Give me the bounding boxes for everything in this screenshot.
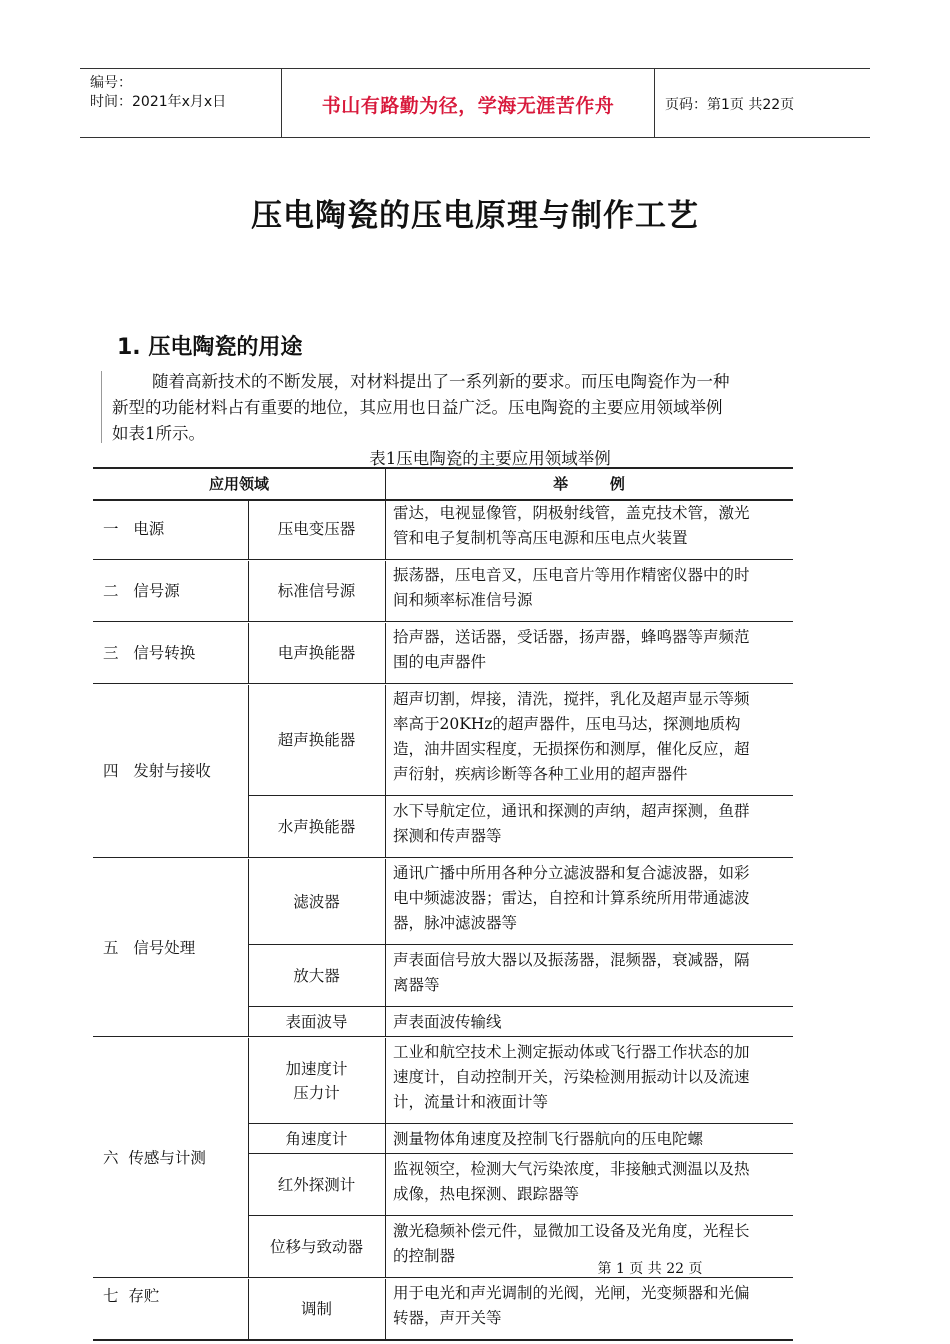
example-line: 器，脉冲滤波器等 — [393, 914, 518, 932]
subcategory-cell: 加速度计 压力计 — [285, 1059, 348, 1102]
column-divider — [385, 685, 386, 857]
table-caption: 表1压电陶瓷的主要应用领域举例 — [369, 449, 611, 468]
example-line: 超声切割，焊接，清洗，搅拌，乳化及超声显示等频 — [393, 690, 750, 708]
row-divider — [93, 621, 793, 622]
row-divider — [93, 857, 793, 858]
page-footer: 第 1 页 共 22 页 — [597, 1261, 703, 1277]
header-meta — [80, 69, 281, 137]
example-line: 离器等 — [393, 976, 440, 994]
column-divider — [385, 859, 386, 1036]
example-line: 振荡器，压电音叉，压电音片等用作精密仪器中的时 — [393, 566, 750, 584]
example-line: 率高于20KHz的超声器件，压电马达，探测地质构 — [393, 715, 741, 733]
column-divider — [248, 561, 249, 621]
category-cell: 五 信号处理 — [103, 938, 196, 957]
row-divider — [93, 1036, 793, 1037]
example-line: 声表面信号放大器以及振荡器，混频器，衰减器，隔 — [393, 951, 750, 969]
row-divider — [93, 1339, 793, 1341]
subcategory-cell: 红外探测计 — [277, 1176, 356, 1194]
subcategory-cell: 角速度计 — [285, 1130, 348, 1148]
column-divider — [248, 685, 249, 857]
section-heading: 1. 压电陶瓷的用途 — [117, 335, 303, 360]
column-divider — [385, 561, 386, 621]
subcategory-cell: 位移与致动器 — [269, 1238, 363, 1256]
subcategory-cell: 压电变压器 — [277, 520, 356, 538]
category-cell: 六 传感与计测 — [103, 1148, 206, 1167]
document-title: 压电陶瓷的压电原理与制作工艺 — [251, 198, 699, 234]
row-divider — [93, 683, 793, 684]
subcategory-cell: 放大器 — [293, 967, 340, 985]
column-divider — [248, 1279, 249, 1339]
subcategory-cell: 表面波导 — [285, 1013, 348, 1031]
example-line: 转器，声开关等 — [393, 1309, 502, 1327]
column-divider — [385, 1279, 386, 1339]
motto: 书山有路勤为径，学海无涯苦作舟 — [321, 95, 615, 117]
example-line: 管和电子复制机等高压电源和压电点火装置 — [393, 529, 688, 547]
category-cell: 二 信号源 — [103, 582, 180, 600]
header-page-cell — [654, 69, 870, 137]
paragraph-margin-bar — [101, 371, 102, 443]
column-divider — [385, 499, 386, 559]
example-line: 电中频滤波器；雷达，自控和计算系统所用带通滤波 — [393, 889, 750, 907]
example-line: 速度计，自动控制开关，污染检测用振动计以及流速 — [393, 1068, 750, 1086]
example-line: 间和频率标准信号源 — [393, 591, 533, 609]
example-line: 水下导航定位，通讯和探测的声纳，超声探测，鱼群 — [393, 802, 750, 820]
paragraph-line: 如表1所示。 — [112, 424, 205, 443]
subrow-divider — [248, 1215, 793, 1216]
page-info: 页码：第1页 共22页 — [665, 97, 795, 113]
category-cell: 七 存贮 — [103, 1287, 160, 1305]
subrow-divider — [248, 1153, 793, 1154]
example-line: 监视领空，检测大气污染浓度，非接触式测温以及热 — [393, 1160, 750, 1178]
example-line: 的控制器 — [393, 1247, 456, 1265]
example-line: 雷达，电视显像管，阴极射线管，盖克技术管，激光 — [393, 504, 750, 522]
example-line: 造，油井固实程度，无损探伤和测厚，催化反应，超 — [393, 740, 750, 758]
example-line: 探测和传声器等 — [393, 827, 502, 845]
subrow-divider — [248, 1006, 793, 1007]
column-divider — [248, 1038, 249, 1277]
example-line: 围的电声器件 — [393, 653, 487, 671]
subcategory-cell: 滤波器 — [293, 892, 340, 911]
header-divider — [385, 469, 386, 499]
time-label: 时间：2021年x月x日 — [90, 94, 227, 110]
row-divider — [93, 559, 793, 560]
example-line: 声表面波传输线 — [393, 1013, 502, 1031]
subcategory-cell: 电声换能器 — [277, 644, 356, 662]
column-divider — [385, 1038, 386, 1277]
category-cell: 一 电源 — [103, 520, 165, 538]
subcategory-cell: 水声换能器 — [277, 818, 356, 836]
paragraph-line: 随着高新技术的不断发展，对材料提出了一系列新的要求。而压电陶瓷作为一种 — [152, 372, 730, 391]
example-line: 声衍射，疾病诊断等各种工业用的超声器件 — [393, 765, 688, 783]
category-cell: 四 发射与接收 — [103, 762, 211, 780]
example-line: 测量物体角速度及控制飞行器航向的压电陀螺 — [393, 1130, 704, 1148]
example-line: 拾声器，送话器，受话器，扬声器，蜂鸣器等声频范 — [393, 628, 750, 646]
subrow-divider — [248, 795, 793, 796]
number-label: 编号： — [90, 75, 132, 91]
subcategory-cell: 标准信号源 — [277, 582, 356, 600]
document-header — [80, 68, 870, 138]
example-line: 通讯广播中所用各种分立滤波器和复合滤波器，如彩 — [393, 864, 750, 882]
header-example: 举 例 — [553, 475, 625, 493]
example-line: 成像，热电探测、跟踪器等 — [393, 1185, 580, 1203]
column-divider — [248, 499, 249, 559]
subrow-divider — [248, 944, 793, 945]
example-line: 激光稳频补偿元件，显微加工设备及光角度，光程长 — [393, 1222, 750, 1240]
header-motto-cell — [281, 69, 655, 137]
paragraph-line: 新型的功能材料占有重要的地位，其应用也日益广泛。压电陶瓷的主要应用领域举例 — [112, 398, 723, 417]
subcategory-cell: 超声换能器 — [277, 731, 356, 749]
example-line: 计，流量计和液面计等 — [393, 1093, 549, 1111]
table-header-row — [93, 467, 793, 501]
intro-paragraph — [112, 369, 842, 447]
example-line: 工业和航空技术上测定振动体或飞行器工作状态的加 — [393, 1043, 750, 1061]
example-line: 用于电光和声光调制的光阀，光闸，光变频器和光偏 — [393, 1284, 750, 1302]
column-divider — [248, 623, 249, 683]
header-field: 应用领域 — [208, 475, 269, 493]
subcategory-cell: 调制 — [300, 1300, 332, 1318]
column-divider — [385, 623, 386, 683]
subrow-divider — [248, 1123, 793, 1124]
category-cell: 三 信号转换 — [103, 644, 196, 662]
column-divider — [248, 859, 249, 1036]
